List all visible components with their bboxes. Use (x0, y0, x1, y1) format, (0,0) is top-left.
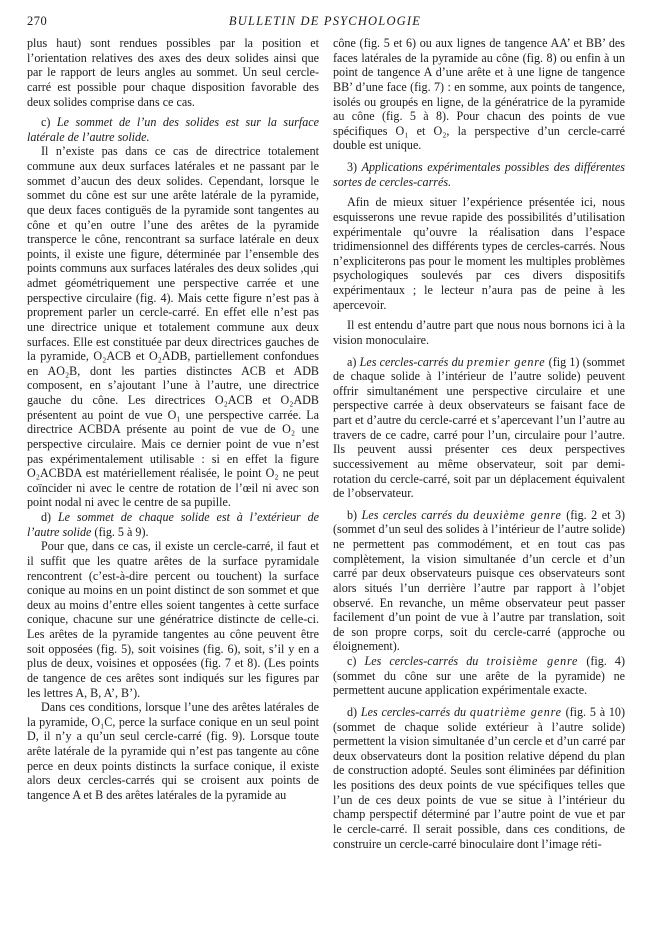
item-title: Les cercles-carrés du (359, 354, 464, 369)
list-item-a (333, 355, 625, 501)
paragraph: plus haut) sont rendues possibles par la position et l’orientation relatives des axes des deux solides ainsi que par le rapport de leurs angles au sommet. Un seul cercle-carré est possible pour chaque disposition favorable des deux solides comprise dans ce cas. (27, 36, 319, 109)
section-title: Le sommet de chaque solide est à l’extérieur de l’autre solide (27, 510, 319, 539)
paragraph: Dans ces conditions, lorsque l’une des arêtes latérales de la pyramide, O₁C, perce la surface conique en un seul point D, il n’y a qu’un seul cercle-carré (fig. 9). Lorsque toute arête latérale de la pyramide qui n’est pas tangente au cône perce en deux points distincts la surface conique, il existe alors deux cercles-carrés qui se croisent aux points de tangence A et B des arêtes latérales de la pyramide au (27, 700, 319, 802)
item-title: Les cercles carrés du (361, 507, 469, 522)
item-genre: deuxième genre (473, 507, 562, 522)
left-column (27, 36, 319, 803)
list-item-b (333, 508, 625, 654)
item-title: Les cercles-carrés du (360, 704, 467, 719)
paragraph: Il n’existe pas dans ce cas de directrice totalement commune aux deux surfaces latérales et ne passant par le sommet d’aucun des deux solides. Cependant, lorsque le sommet du cône est sur une arête latérale de la pyramide, que deux faces contiguës de la pyramide sont tangentes au cône et qu’en outre l’une des arêtes de la pyramide transperce le cône, rencontrant sa surface latérale en deux points, il existe une figure, déterminée par l’ensemble des points communs aux surfaces latérales des deux solides ,qui admet géométriquement une perspective carrée et une perspective circulaire (fig. 4). Mais cette figure n’est pas à proprement parler un cercle-carré. En effet elle n’est pas une directrice unique et totalement commune aux deux surfaces. Elle est constituée par deux directrices gauches de la pyramide, O₂ACB et O₂ADB, partiellement confondues en AO₂B, dont les parties distinctes ACB et ADB composent, en s’ajoutant l’une à l’autre, une directrice gauche du cône. Les directrices O₂ACB et O₂ADB présentent au point de vue O₁ une perspective carrée. La directrice ACBDA présente au point de vue de O₂ une perspective circulaire. Mais ce dernier point de vue n’est pas expérimentalement utilisable : si en effet la figure O₂ACBDA est matériellement réalisée, le point O₂ ne peut coïncider ni avec le centre de rotation de l’œil ni avec son point nodal ni avec le centre de sa pupille. (27, 144, 319, 510)
paragraph: Pour que, dans ce cas, il existe un cercle-carré, il faut et il suffit que les quatre arêtes de la surface pyramidale rencontrent (c’est-à-dire percent ou touchent) la surface conique au moins en un point distinct de son sommet et que deux au moins d’entre elles soient tangentes à cette surface conique, chacune sur une génératrice distincte de celle-ci. Les arêtes de la pyramide tangentes au cône peuvent être soit opposées (fig. 5), soit voisines (fig. 6), soit, s’il y en a plus de deux, voisines et opposées (fig. 7 et 8). (Les points de tangence de ces arêtes sont indiqués sur les figures par les lettres A, B, A’, B’). (27, 539, 319, 700)
item-genre: troisième genre (486, 654, 579, 668)
figure-reference: (fig. 5 à 9). (94, 524, 149, 539)
item-label: b) (347, 507, 358, 522)
list-item-c (333, 654, 625, 698)
item-body: (fig. 5 à 10) (sommet de chaque solide extérieur à l’autre solide) permettent la vision simultanée d’un cercle et d’un carré par deux observateurs dont la position relative dépend du plan de construction adopté. Seules sont éliminées par définition les positions des deux points de vue spécifiques telles que l’un de ces deux points de vue se situe à l’intérieur du champ perspectif déterminé par l’autre point de vue et par le cercle-carré. Il serait possible, dans ces conditions, de construire un cercle-carré binoculaire dont l’image réti- (333, 704, 625, 851)
paragraph: cône (fig. 5 et 6) ou aux lignes de tangence AA’ et BB’ des faces latérales de la pyramide au cône (fig. 8) ou enfin à un point de tangence A d’une arête et à une ligne de tangence BB’ d’une face (fig. 7) : en somme, aux points de tangence, isolés ou groupés en ligne, de la génératrice de la pyramide au cône (fig. 5 à 8). Pour chacun des points de vue spécifiques O₁ et O₂, la perspective d’un cercle-carré double est unique. (333, 36, 625, 153)
page-number: 270 (27, 14, 48, 28)
item-title: Les cercles-carrés du (364, 654, 479, 668)
paragraph: Afin de mieux situer l’expérience présentée ici, nous esquisserons une revue rapide des possibilités d’utilisation expérimentale qu’ouvre la réalisation dans l’espace tridimensionnel des différents types de cercles-carrés. Nous n’expliciterons pas pour le moment les multiples problèmes psychologiques soulevés par ces divers dispositifs expérimentaux ; le lecteur n’aura pas de peine à les apercevoir. (333, 195, 625, 312)
section-label: 3) (347, 160, 358, 174)
item-body: (fig. 2 et 3) (sommet d’un seul des solides à l’intérieur de l’autre solide) ne permettent pas commodément, et en tout cas pas complètement, la vision simultanée d’un cercle et d’un carré par deux observateurs puisque ces observateurs sont alors situés l’un derrière l’autre par rapport à l’objet observé. En revanche, un même observateur peut passer facilement d’un point de vue à l’autre par translation, soit de son propre corps, soit du cercle-carré (approche ou éloignement). (333, 507, 626, 654)
section-label: c) (41, 115, 51, 130)
paragraph: Il est entendu d’autre part que nous nous bornons ici à la vision monoculaire. (333, 318, 625, 347)
item-label: c) (347, 654, 357, 668)
running-head: BULLETIN DE PSYCHOLOGIE (228, 14, 422, 28)
list-item-d (333, 705, 625, 851)
section-heading-c (27, 115, 319, 144)
item-body: (fig 1) (sommet de chaque solide à l’intérieur de l’autre solide) peuvent offrir simultanément une perspective circulaire et une perspective carrée à deux observateurs se faisant face de part et d’autre du cercle-carré et s’apercevant l’un l’autre au travers de ce cadre, carré pour l’un, circulaire pour l’autre. Ils peuvent aussi présenter ces deux perspectives successivement au même observateur, soit par demi-rotation du cercle-carré, soit par un déplacement équivalent de l’observateur. (333, 354, 625, 501)
item-genre: quatrième genre (469, 704, 562, 719)
section-heading-3 (333, 160, 625, 189)
item-label: a) (347, 354, 357, 369)
item-body: (fig. 4) (sommet du cône sur une arête de la pyramide) ne permettent aucune application expérimentale exacte. (333, 654, 625, 698)
section-title: Le sommet de l’un des solides est sur la surface latérale de l’autre solide. (27, 115, 319, 144)
right-column (333, 36, 625, 851)
section-title: Applications expérimentales possibles des différentes sortes de cercles-carrés. (333, 160, 625, 189)
section-label: d) (41, 510, 52, 524)
item-label: d) (347, 704, 358, 719)
section-heading-d (27, 510, 319, 539)
item-genre: premier genre (466, 354, 546, 369)
